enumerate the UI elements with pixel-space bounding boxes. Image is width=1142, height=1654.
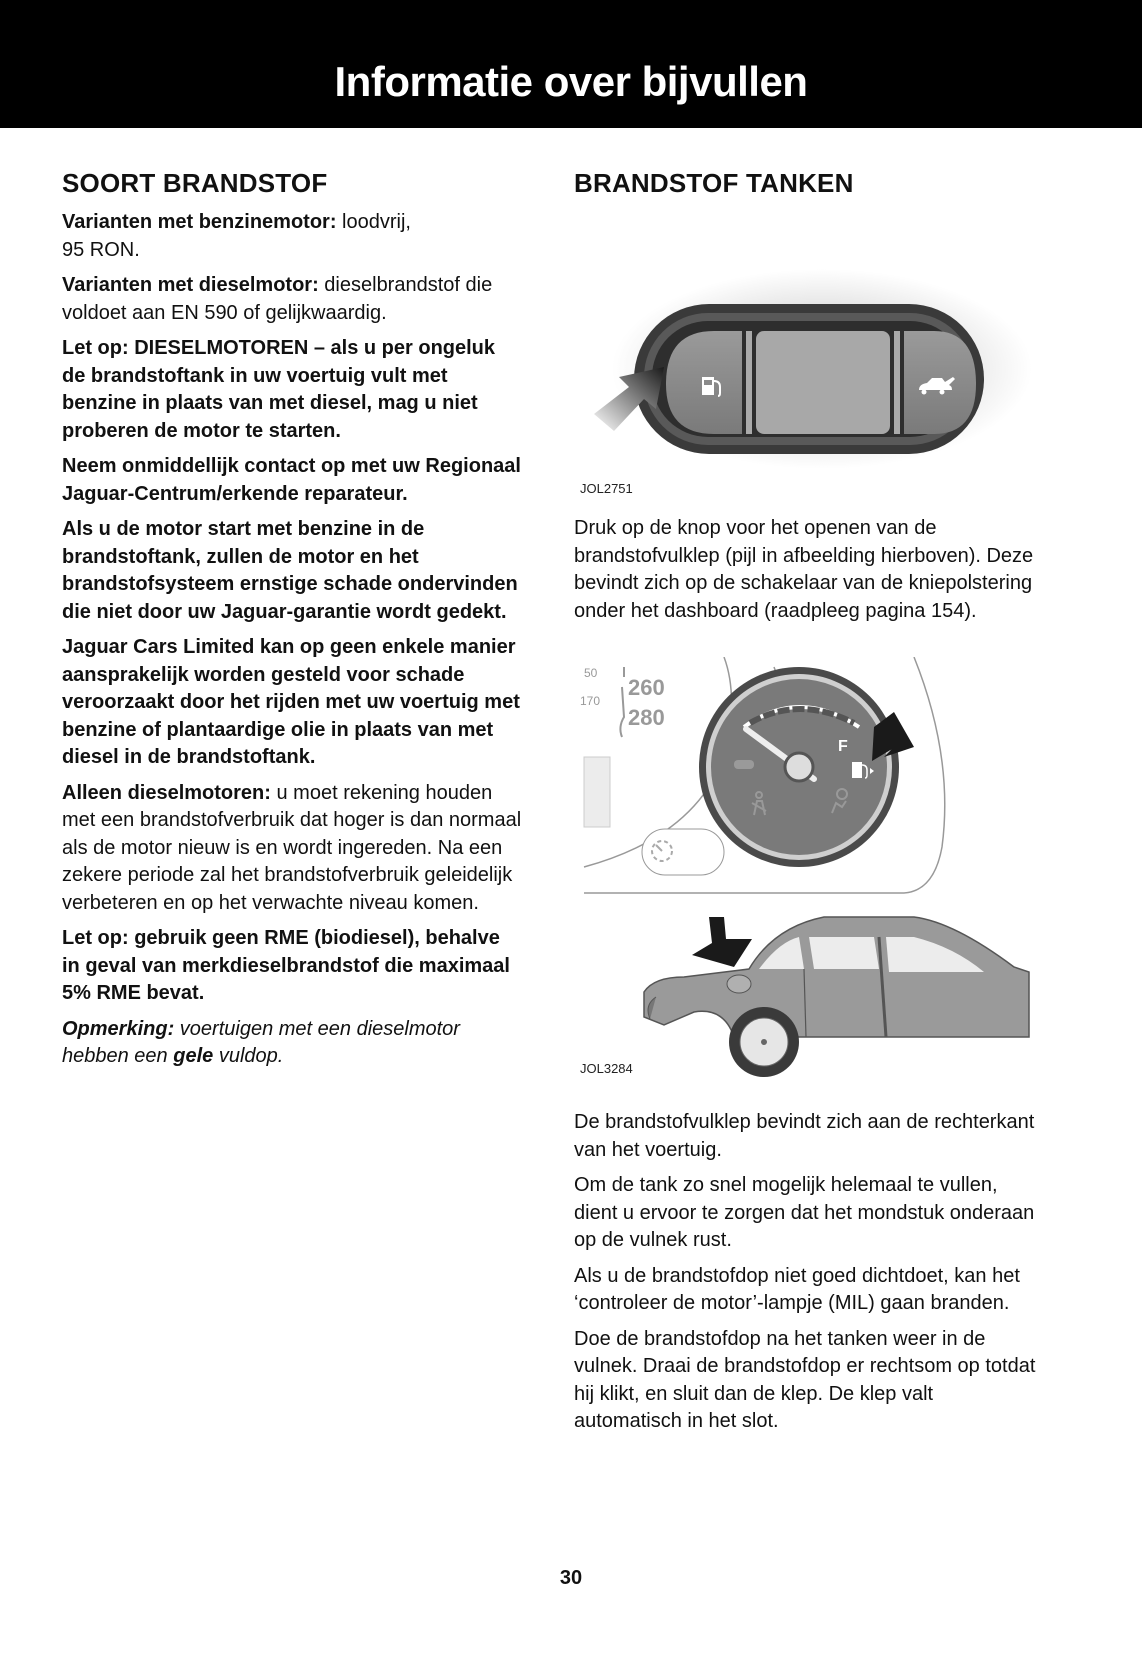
- mil-warning: Als u de brandstofdop niet goed dichtdoet, kan het ‘controleer de motor’-lampje (MIL) gaan branden.: [574, 1264, 1020, 1314]
- arrow-icon: [692, 917, 752, 967]
- section-heading-refuelling: BRANDSTOF TANKEN: [574, 168, 854, 198]
- petrol-octane: 95 RON.: [62, 238, 140, 261]
- fuel-flap: [727, 975, 751, 993]
- speed-label-280: 280: [628, 705, 665, 730]
- needle-hub: [785, 753, 813, 781]
- speed-label-260: 260: [628, 675, 665, 700]
- note-label: Opmerking:: [62, 1017, 175, 1040]
- petrol-variants-paragraph: [62, 209, 522, 264]
- petrol-label: Varianten met benzinemotor:: [62, 211, 337, 233]
- fuel-flap-button-instructions: Druk op de knop voor het openen van de brandstofvulklep (pijl in afbeelding hierboven). Deze bevindt zich op de schakelaar van de kniepolstering onder het dashboard (raadpleeg pagina 154).: [574, 517, 1034, 622]
- left-column: [62, 160, 522, 1079]
- diesel-only-label: Alleen dieselmotoren:: [62, 781, 271, 804]
- note-paragraph: [62, 1016, 522, 1071]
- note-text-2: vuldop.: [213, 1045, 284, 1067]
- page-header: [0, 0, 1142, 128]
- diesel-warning: Let op: DIESELMOTOREN – als u per ongeluk de brandstoftank in uw voertuig vult met benzine in plaats van met diesel, mag u niet proberen de motor te starten.: [62, 337, 496, 442]
- figure-label-2: JOL3284: [580, 1061, 633, 1076]
- figure-car-fuel-flap: [574, 897, 1044, 1087]
- center-panel: [756, 331, 890, 434]
- figure-fuel-gauge: [574, 657, 1044, 897]
- instrument-cluster-illustration: [574, 657, 1044, 897]
- fuel-cap-instructions: Doe de brandstofdop na het tanken weer in de vulnek. Draai de brandstofdop er rechtsom op totdat hij klikt, en sluit dan de klep. De klep valt automatisch in het slot.: [574, 1327, 1036, 1432]
- liability-warning: Jaguar Cars Limited kan op geen enkele manier aansprakelijk worden gesteld voor schade veroorzaakt door het rijden met uw voertuig met benzine of plantaardige olie in plaats van met diesel in de brandstoftank.: [62, 636, 520, 768]
- diesel-only-text: u moet rekening houden met een brandstofverbruik dat hoger is dan normaal als de motor nieuw is en wordt ingereden. Na een zekere periode zal het brandstofverbruik geleidelijk verbeteren en op het verwachte niveau komen.: [62, 781, 522, 914]
- diesel-label: Varianten met dieselmotor:: [62, 274, 319, 296]
- contact-dealer-warning: Neem onmiddellijk contact op met uw Regionaal Jaguar-Centrum/erkende reparateur.: [62, 455, 521, 505]
- speed-label-small-1: 50: [584, 666, 598, 680]
- petrol-value: loodvrij,: [336, 211, 411, 233]
- speed-label-small-2: 170: [580, 694, 601, 708]
- right-column: [574, 160, 1044, 1444]
- fill-nozzle-instructions: Om de tank zo snel mogelijk helemaal te vullen, dient u ervoor te zorgen dat het mondstuk onderaan op de vulnek rust.: [574, 1174, 1035, 1251]
- fuel-flap-location: De brandstofvulklep bevindt zich aan de rechterkant van het voertuig.: [574, 1111, 1035, 1161]
- figure-label-1: JOL2751: [580, 481, 633, 496]
- note-yellow: gele: [173, 1045, 214, 1067]
- diesel-variants-paragraph: [62, 272, 522, 327]
- section-heading-fuel-type: SOORT BRANDSTOF: [62, 168, 328, 198]
- trip-display: [642, 829, 724, 875]
- switch-pack-illustration: [574, 209, 1044, 489]
- gauge-full-label: F: [838, 738, 848, 755]
- note-text-1: voertuigen met een dieselmotor hebben een: [62, 1017, 460, 1067]
- diesel-consumption-paragraph: [62, 780, 522, 918]
- car-side-illustration: [574, 897, 1044, 1077]
- page-title: Informatie over bijvullen: [334, 58, 808, 105]
- figure-fuel-flap-switch: [574, 209, 1044, 496]
- damage-warning: Als u de motor start met benzine in de brandstoftank, zullen de motor en het brandstofsysteem ernstige schade ondervinden die niet door uw Jaguar-garantie wordt gedekt.: [62, 518, 518, 623]
- rme-warning: Let op: gebruik geen RME (biodiesel), behalve in geval van merkdieselbrandstof die maximaal 5% RME bevat.: [62, 927, 510, 1004]
- car-side-icon: [644, 917, 1029, 1077]
- page-number: 30: [559, 1567, 583, 1589]
- diesel-value: dieselbrandstof die voldoet aan EN 590 of gelijkwaardig.: [62, 274, 493, 324]
